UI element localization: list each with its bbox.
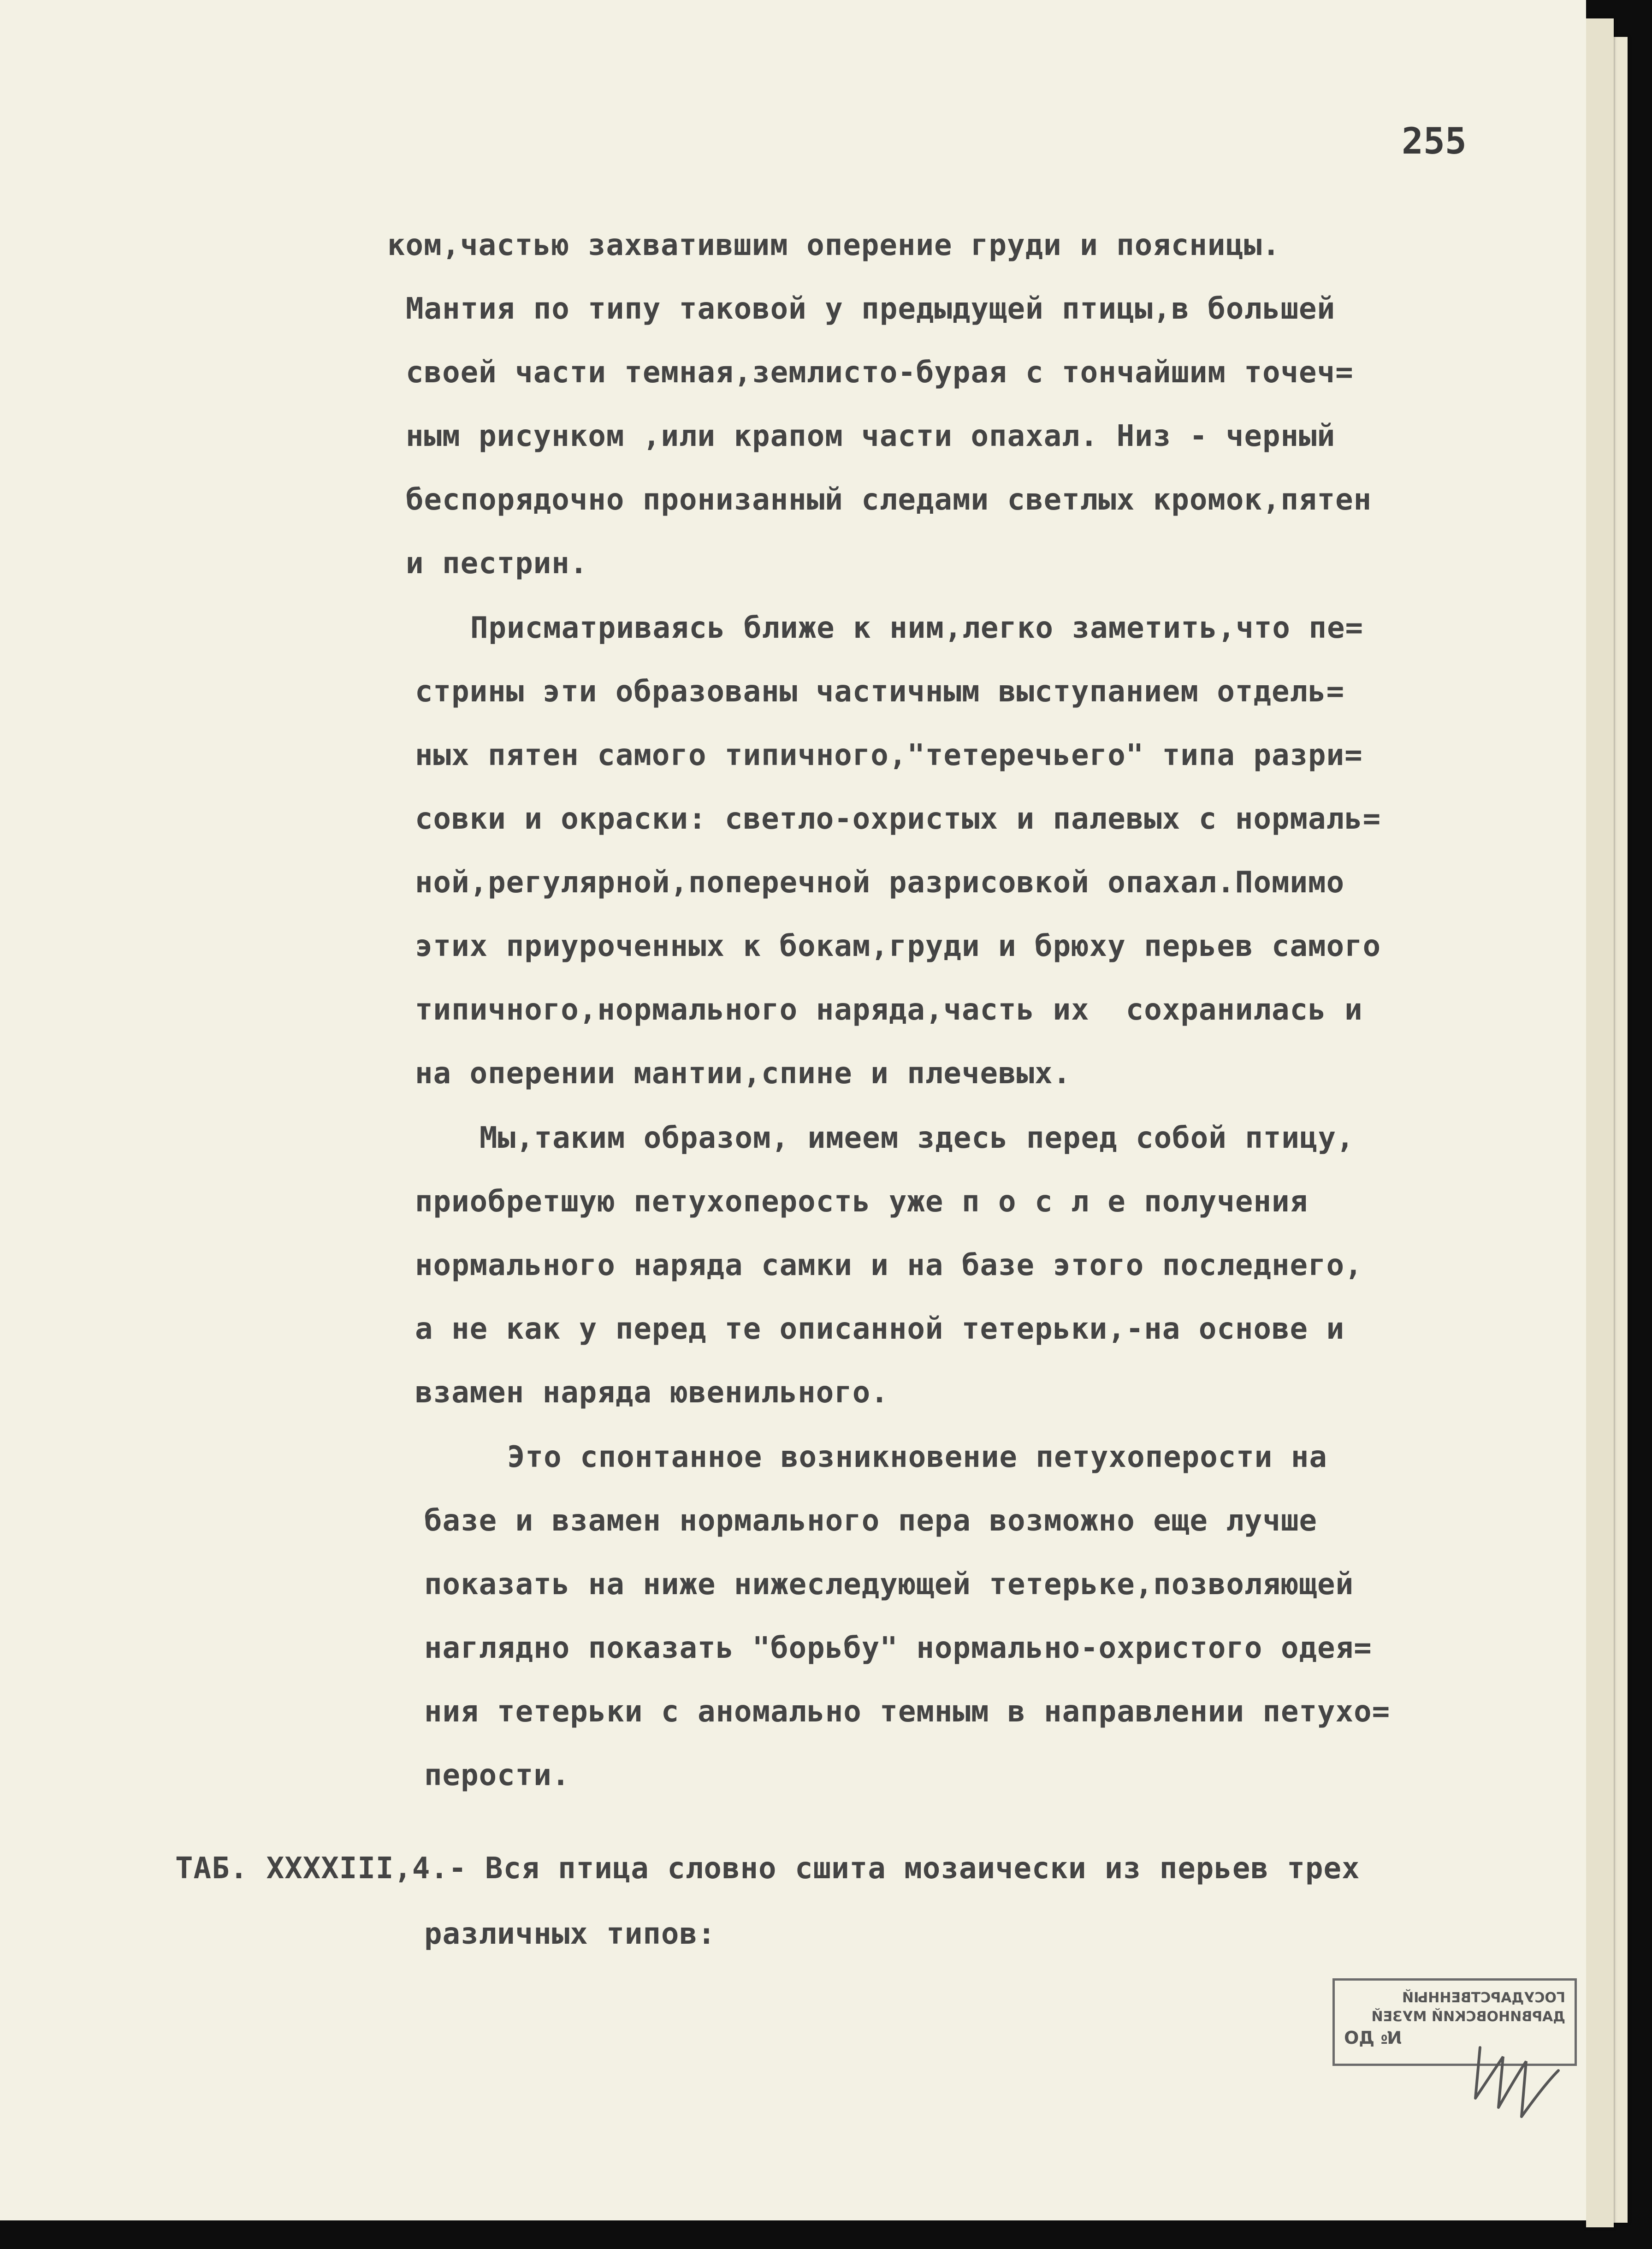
text-line: Мантия по типу таковой у предыдущей птицы,в большей (406, 292, 1336, 326)
text-line: ТАБ. XXXXIII,4.- Вся птица словно сшита мозаически из перьев трех (175, 1851, 1360, 1886)
underlying-sheet (1586, 18, 1614, 2227)
stamp-line: ДАРВИНОВСКИЙ МУЗЕЙ (1371, 2008, 1565, 2025)
page-number: 255 (1402, 121, 1467, 162)
text-line: Присматриваясь ближе к ним,легко заметить,что пе= (470, 611, 1364, 645)
text-line: наглядно показать "борьбу" нормально-охристого одея= (424, 1631, 1372, 1665)
text-line: ной,регулярной,поперечной разрисовкой опахал.Помимо (415, 866, 1345, 900)
text-line: и пестрин. (406, 546, 588, 581)
text-line: ния тетерьки с аномально темным в направлении петухо= (424, 1695, 1391, 1729)
text-line: совки и окраски: светло-охристых и палевых с нормаль= (415, 802, 1381, 836)
text-line: своей части темная,землисто-бурая с тончайшим точеч= (406, 356, 1354, 390)
text-line: этих приуроченных к бокам,груди и брюху перьев самого (415, 929, 1381, 963)
stamp-line: ГОСУДАРСТВЕННЫЙ (1402, 1990, 1565, 2006)
text-line: ком,частью захватившим оперение груди и поясницы. (387, 228, 1281, 262)
text-line: ных пятен самого типичного,"тетеречьего" типа разри= (415, 738, 1363, 772)
text-line: Это спонтанное возникновение петухоперости на (507, 1440, 1327, 1474)
text-line: нормального наряда самки и на базе этого последнего, (415, 1248, 1363, 1282)
text-line: беспорядочно пронизанный следами светлых кромок,пятен (406, 483, 1372, 517)
text-line: приобретшую петухоперость уже п о с л е получения (415, 1185, 1309, 1219)
text-line: на оперении мантии,спине и плечевых. (415, 1056, 1072, 1091)
text-line: различных типов: (424, 1917, 716, 1951)
text-line: а не как у перед те описанной тетерьки,-на основе и (415, 1312, 1345, 1346)
text-line: перости. (424, 1758, 570, 1792)
text-line: базе и взамен нормального пера возможно еще лучше (424, 1504, 1318, 1538)
text-line: типичного,нормального наряда,часть их сохранилась и (415, 993, 1363, 1027)
handwritten-mark (1466, 2029, 1568, 2121)
text-line: взамен наряда ювенильного. (415, 1376, 889, 1410)
text-line: показать на ниже нижеследующей тетерьке,позволяющей (424, 1567, 1354, 1602)
stamp-number: № ДО (1344, 2028, 1402, 2048)
text-line: Мы,таким образом, имеем здесь перед собой птицу, (480, 1121, 1355, 1155)
text-line: ным рисунком ,или крапом части опахал. Низ - черный (406, 419, 1336, 453)
text-line: стрины эти образованы частичным выступанием отдель= (415, 675, 1345, 709)
